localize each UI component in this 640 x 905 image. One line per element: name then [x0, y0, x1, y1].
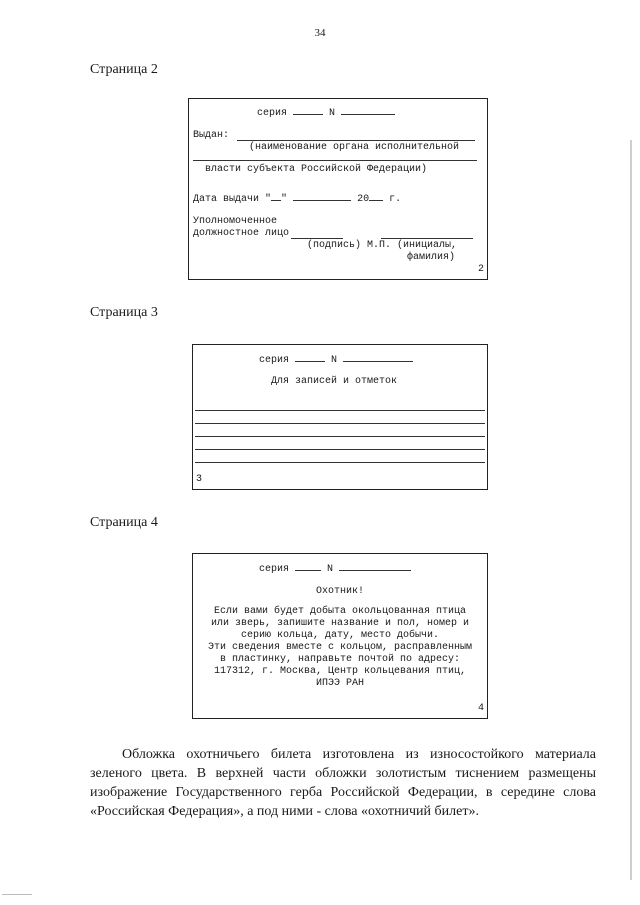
issue-date-row — [193, 191, 401, 206]
number-label: N — [327, 564, 334, 575]
official-line-2: должностное лицо — [193, 228, 290, 239]
notice-line: серию кольца, дату, место добычи. — [240, 630, 440, 641]
series-blank — [293, 105, 323, 115]
official-line-1: Уполномоченное — [193, 216, 278, 227]
section-label-page-2: Страница 2 — [90, 62, 158, 77]
page-4-heading: Охотник! — [315, 586, 364, 597]
series-row — [259, 561, 411, 576]
entry-line — [195, 462, 485, 463]
signature-blank — [291, 238, 343, 239]
number-label: N — [329, 108, 336, 119]
section-label-page-3: Страница 3 — [90, 305, 158, 320]
page-4-corner-number: 4 — [477, 703, 484, 714]
notice-line: Если вами будет добыта окольцованная птица — [213, 606, 467, 617]
signature-caption: (подпись) М.П. (инициалы, — [307, 240, 458, 251]
scan-edge-mark — [630, 140, 632, 880]
entry-line — [195, 436, 485, 437]
entry-line — [195, 449, 485, 450]
date-quote: " — [281, 194, 288, 205]
series-label: серия — [257, 108, 288, 119]
surname-caption: фамилия) — [407, 252, 456, 263]
series-blank — [295, 352, 325, 362]
notice-line: или зверь, запишите название и пол, номер и — [210, 618, 470, 629]
scan-edge-dash — [2, 894, 32, 895]
notice-line: ИПЭЭ РАН — [315, 678, 364, 689]
authority-blank — [193, 160, 477, 161]
number-blank — [339, 561, 411, 571]
authority-caption-1: (наименование органа исполнительной — [249, 142, 460, 153]
page-2-form — [188, 98, 488, 280]
page-2-corner-number: 2 — [477, 264, 484, 275]
year-suffix: г. — [389, 194, 402, 205]
year-label: 20 — [357, 194, 370, 205]
authority-caption-2: власти субъекта Российской Федерации) — [205, 164, 428, 175]
series-blank — [295, 561, 321, 571]
notice-line: 117312, г. Москва, Центр кольцевания птиц, — [213, 666, 467, 677]
initials-blank — [381, 238, 473, 239]
issued-label: Выдан: — [193, 130, 230, 141]
series-label: серия — [259, 355, 290, 366]
entry-line — [195, 410, 485, 411]
page-4-form — [192, 553, 488, 719]
page-3-form — [192, 344, 488, 490]
page-number: 34 — [314, 27, 326, 39]
section-label-page-4: Страница 4 — [90, 515, 158, 530]
number-blank — [341, 105, 395, 115]
notice-line: в пластинку, направьте почтой по адресу: — [219, 654, 461, 665]
series-row — [257, 105, 395, 120]
closing-paragraph — [90, 745, 596, 821]
closing-paragraph-text: Обложка охотничьего билета изготовлена из износостойкого материала зеленого цвета. В верхней части обложки золотистым тиснением размещены изображение Государственного герба Российской Федерации, в середине слова «Российская Федерация», а под ними - слова «охотничий билет». — [90, 747, 596, 819]
series-label: серия — [259, 564, 290, 575]
date-label: Дата выдачи " — [193, 194, 272, 205]
notice-line: Эти сведения вместе с кольцом, расправленным — [207, 642, 473, 653]
issued-blank — [237, 140, 475, 141]
year-blank — [369, 191, 383, 201]
page-3-heading: Для записей и отметок — [271, 376, 398, 387]
number-blank — [343, 352, 413, 362]
page-3-corner-number: 3 — [196, 474, 203, 485]
day-blank — [271, 191, 281, 201]
entry-line — [195, 423, 485, 424]
month-blank — [293, 191, 351, 201]
number-label: N — [331, 355, 338, 366]
series-row — [259, 352, 413, 367]
